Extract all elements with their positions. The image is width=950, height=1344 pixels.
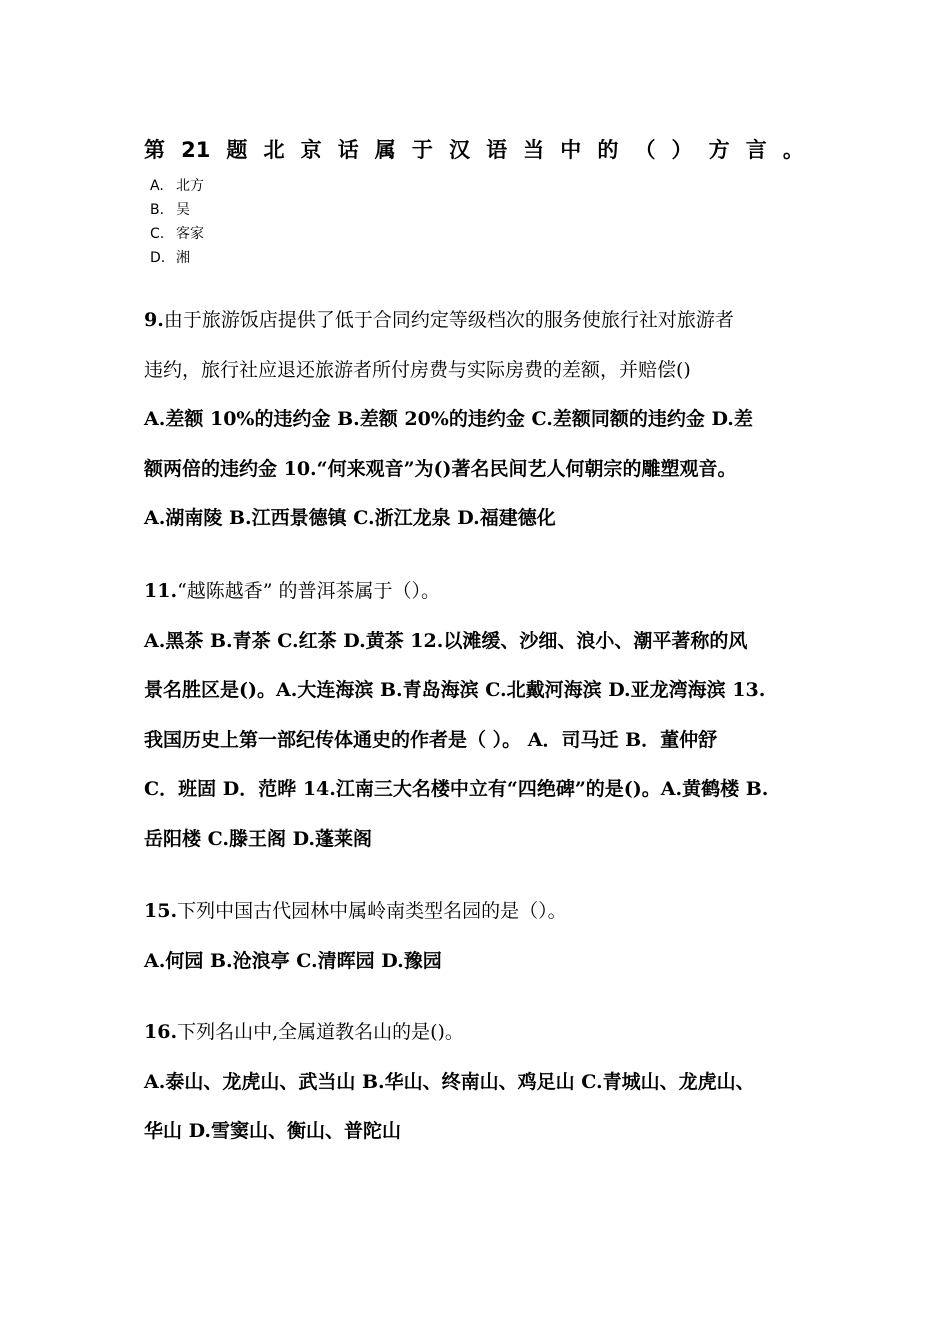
q11-options-line: 岳阳楼 C.滕王阁 D.蓬莱阁 xyxy=(144,827,373,850)
heading-char: 的 xyxy=(597,138,619,162)
question-text: 下列名山中,全属道教名山的是()。 xyxy=(177,1021,464,1043)
heading-char: 属 xyxy=(374,138,396,162)
q11-question-line xyxy=(144,567,820,617)
q9-options-line: 额两倍的违约金 10.“何来观音”为()著名民间艺人何朝宗的雕塑观音。 xyxy=(144,457,737,480)
option-letter: B. xyxy=(150,202,165,218)
q21-heading xyxy=(144,135,804,165)
heading-char: 方 xyxy=(708,138,730,162)
q11-options-line: C．班固 D．范晔 14.江南三大名楼中立有“四绝碑”的是()。A.黄鹤楼 B. xyxy=(144,778,769,800)
heading-char: ） xyxy=(671,138,693,162)
q15-options-line: A.何园 B.沧浪亭 C.清晖园 D.豫园 xyxy=(144,949,442,972)
option-a xyxy=(150,174,204,198)
heading-char: 当 xyxy=(523,138,545,162)
question-text: “越陈越香” 的普洱茶属于（）。 xyxy=(177,580,441,602)
option-text: 客家 xyxy=(176,226,204,242)
heading-char: 于 xyxy=(411,138,433,162)
option-letter: A. xyxy=(150,178,164,194)
heading-char: 语 xyxy=(486,138,508,162)
question-number: 15. xyxy=(144,900,178,922)
heading-char: 。 xyxy=(782,138,804,162)
question-number: 16. xyxy=(144,1021,178,1043)
q16-block xyxy=(144,1008,820,1157)
q11-block xyxy=(144,567,820,864)
question-number: 11. xyxy=(144,580,178,602)
option-d xyxy=(150,246,204,270)
q11-options-line: 我国历史上第一部纪传体通史的作者是（ ）。 A．司马迁 B．董仲舒 xyxy=(144,728,718,751)
heading-char: 题 xyxy=(226,138,248,162)
option-letter: C. xyxy=(150,226,165,242)
q16-question-line xyxy=(144,1008,820,1058)
heading-char: 汉 xyxy=(448,138,470,162)
q11-options-line: 景名胜区是()。A.大连海滨 B.青岛海滨 C.北戴河海滨 D.亚龙湾海滨 13. xyxy=(144,679,766,701)
heading-char: 京 xyxy=(300,138,322,162)
question-text: 由于旅游饭店提供了低于合同约定等级档次的服务使旅行社对旅游者 xyxy=(163,309,734,331)
q9-options-line: A.湖南陵 B.江西景德镇 C.浙江龙泉 D.福建德化 xyxy=(144,507,556,529)
option-text: 湘 xyxy=(176,250,190,266)
q16-options-line: A.泰山、龙虎山、武当山 B.华山、终南山、鸡足山 C.青城山、龙虎山、 xyxy=(144,1070,755,1093)
heading-char: （ xyxy=(634,138,656,162)
q15-question-line xyxy=(144,887,820,937)
option-text: 北方 xyxy=(176,178,204,194)
option-c xyxy=(150,222,204,246)
q9-question-line: 违约，旅行社应退还旅游者所付房费与实际房费的差额，并赔偿() xyxy=(144,358,691,381)
q21-options xyxy=(150,174,204,270)
q16-options-line: 华山 D.雪窦山、衡山、普陀山 xyxy=(144,1120,402,1142)
q11-options-line: A.黑茶 B.青茶 C.红茶 D.黄茶 12.以滩缓、沙细、浪小、潮平著称的风 xyxy=(144,629,748,652)
heading-char: 21 xyxy=(181,138,211,162)
heading-char: 言 xyxy=(745,138,767,162)
heading-char: 北 xyxy=(263,138,285,162)
option-text: 吴 xyxy=(176,202,190,218)
q9-block xyxy=(144,296,820,544)
option-b xyxy=(150,198,204,222)
heading-char: 话 xyxy=(337,138,359,162)
option-letter: D. xyxy=(150,250,166,266)
q9-question-line xyxy=(144,296,820,346)
q15-block xyxy=(144,887,820,986)
question-text: 下列中国古代园林中属岭南类型名园的是（）。 xyxy=(177,900,567,922)
heading-char: 中 xyxy=(560,138,582,162)
q9-options-line: A.差额 10%的违约金 B.差额 20%的违约金 C.差额同额的违约金 D.差 xyxy=(144,408,753,430)
heading-char: 第 xyxy=(144,138,165,162)
question-number: 9. xyxy=(144,309,164,331)
